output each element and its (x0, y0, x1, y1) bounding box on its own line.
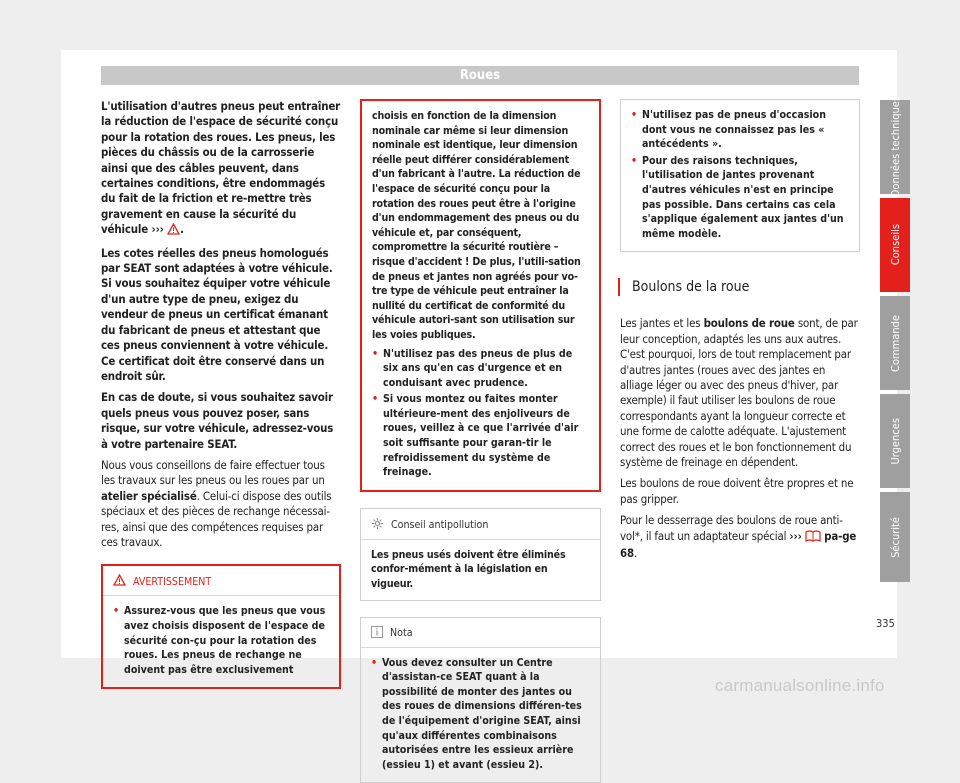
section-title: Boulons de la roue (618, 278, 860, 296)
paragraph: Les jantes et les boulons de roue sont, de par leur conception, adaptés les uns aux autres. C'est pourquoi, lors de tout remplacement par d'autres jantes (roues avec des jantes en alliage léger ou avec des pneus d'hiver, par exemple) il faut utiliser les boulons de roue correspondants ayant la longueur correcte et une forme de calotte adéquate. L'ajustement correct des roues et le bon fonctionnement du système de freinage en dépendent. (620, 316, 858, 469)
book-icon (805, 530, 821, 546)
watermark: carmanualsonline.info (715, 676, 885, 695)
tab-conseils[interactable]: Conseils (880, 198, 910, 292)
list-item: • Assurez-vous que les pneus que vous avez choisis disposent de l'espace de sécurité con-çu pour la rotation des roues. Les pneus de rechange ne doivent pas être exclusivement (113, 605, 326, 676)
warning-box-continued (360, 99, 601, 492)
paragraph: Les boulons de roue doivent être propres et ne pas gripper. (620, 476, 854, 506)
paragraph: Pour le desserrage des boulons de roue anti-vol*, il faut un adaptateur spécial ››› pa-ge 68. (620, 513, 857, 561)
eco-tip-title: Conseil antipollution (391, 518, 489, 531)
leaf-icon (371, 517, 384, 533)
warning-box-end (620, 99, 860, 252)
warning-header (103, 574, 339, 596)
note-header (361, 626, 600, 648)
warning-box (101, 564, 341, 689)
column-1 (101, 99, 341, 689)
paragraph: L'utilisation d'autres pneus peut entraîner la réduction de l'espace de sécurité conçu pour la rotation des roues. Les pneus, les pièces du châssis ou de la carrosserie ainsi que des câbles peuvent, dans certaines conditions, être endommagés du fait de la friction et re-mettre très gravement en cause la sécurité du véhicule ››› . (101, 99, 341, 240)
paragraph: Nous vous conseillons de faire effectuer tous les travaux sur les pneus ou les roues par un atelier spécialisé. Celui-ci dispose des outils spéciaux et des pièces de rechange nécessai-res, ainsi que des compétences requises par ces travaux. (101, 457, 332, 549)
note-box (360, 617, 601, 783)
paragraph: choisis en fonction de la dimension nominale car même si leur dimension nominale est identique, leur dimension réelle peut différer considérablement d'un fabricant à l'autre. La réduction de l'espace de sécurité conçu pour la rotation des roues peut être à l'origine d'un endommagement des pneus ou du véhicule et, par conséquent, compromettre la sécurité routière – risque d'accident ! De plus, l'utili-sation de pneus et jantes non agréés pour vo-tre type de véhicule peut entraîner la nullité du certificat de conformité du véhicule autori-sant son utilisation sur les voies publiques. (372, 110, 581, 341)
paragraph: Les pneus usés doivent être éliminés confor-mément à la législation en vigueur. (371, 548, 566, 591)
eco-tip-header (361, 517, 600, 540)
page-number: 335 (876, 617, 895, 630)
column-3 (620, 99, 860, 567)
tab-donnees-techniques[interactable]: Données techniques (880, 100, 910, 194)
info-icon (371, 626, 383, 641)
tab-securite[interactable]: Sécurité (880, 492, 910, 582)
list-item: • N'utilisez pas de pneus d'occasion dont vous ne connaissez pas les « antécédents ». (631, 109, 827, 151)
paragraph: Les cotes réelles des pneus homologués par SEAT sont adaptées à votre véhicule. Si vous souhaitez équiper votre véhicule d'un autre type de pneu, exigez du vendeur de pneus un certificat émanant du fabricant de pneus et attestant que ces pneus conviennent à votre véhicule. Ce certificat doit être conservé dans un endroit sûr. (101, 245, 333, 383)
list-item: • Pour des raisons techniques, l'utilisation de jantes provenant d'autres véhicules n'est en principe pas possible. Dans certains cas cela s'applique également aux jantes d'un même modèle. (631, 154, 844, 240)
eco-tip-box (360, 508, 601, 601)
warning-triangle-icon (113, 574, 126, 589)
note-title: Nota (390, 627, 413, 640)
list-item: • N'utilisez pas des pneus de plus de six ans qu'en cas d'urgence et en conduisant avec prudence. (372, 347, 573, 389)
tab-urgences[interactable]: Urgences (880, 394, 910, 488)
page-header: Roues (101, 66, 859, 85)
tab-commande[interactable]: Commande (880, 296, 910, 390)
list-item: • Vous devez consulter un Centre d'assistan-ce SEAT quant à la possibilité de monter des jantes ou des roues de dimensions différen-tes de l'équipement d'origine SEAT, ainsi qu'aux différentes combinaisons autorisées entre les essieux arrière (essieu 1) et avant (essieu 2). (371, 656, 582, 771)
column-2 (360, 99, 601, 783)
warning-triangle-icon (167, 223, 180, 239)
list-item: • Si vous montez ou faites monter ultérieure-ment des enjoliveurs de roues, veillez à ce que l'arrivée d'air soit suffisante pour garan-tir le refroidissement du système de freinage. (372, 393, 579, 479)
warning-title: AVERTISSEMENT (133, 575, 212, 588)
paragraph: En cas de doute, si vous souhaitez savoir quels pneus vous pouvez poser, sans risque, sur votre véhicule, adressez-vous à votre partenaire SEAT. (101, 390, 334, 451)
